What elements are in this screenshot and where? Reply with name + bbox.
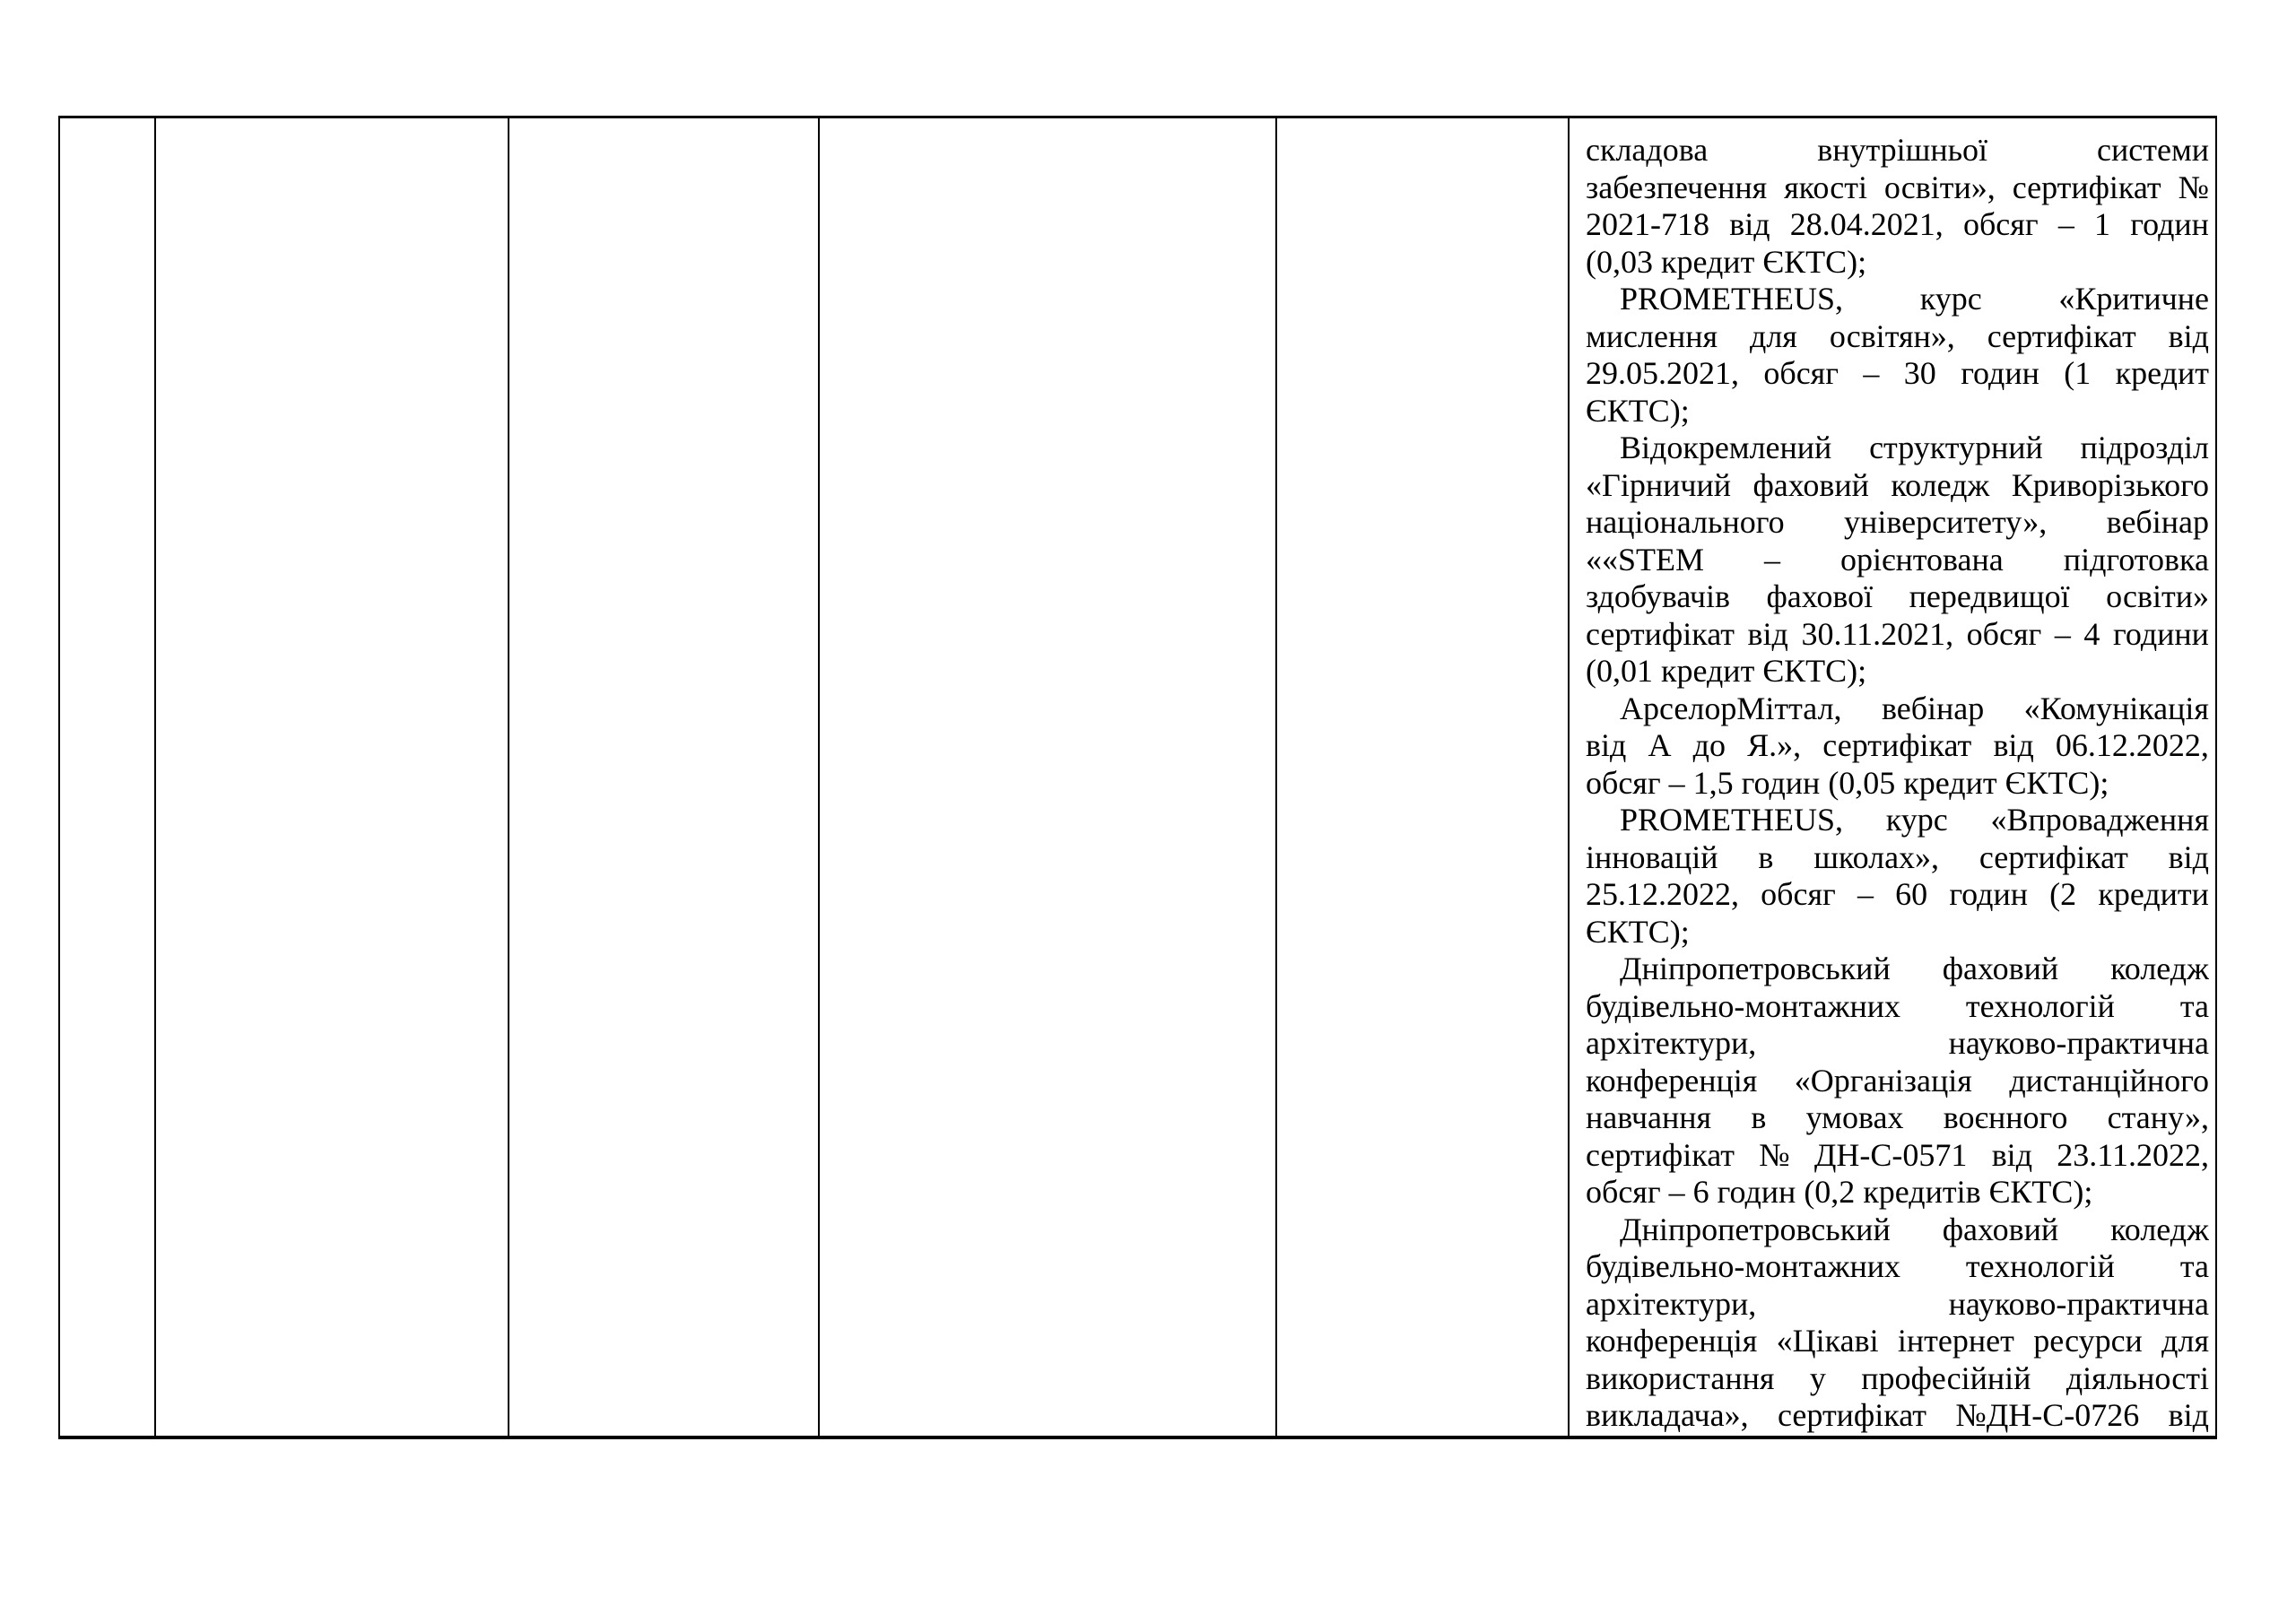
word: структурний (1869, 430, 2043, 465)
word: від (1586, 727, 1627, 763)
table-cell-5 (1276, 117, 1569, 1438)
text-line (1586, 1025, 2209, 1063)
word: годин (1717, 1174, 1796, 1210)
word: Криворізького (2011, 466, 2209, 503)
word: – (2057, 206, 2074, 242)
word: – (2054, 615, 2071, 652)
text-line (1586, 1248, 2209, 1286)
word: підготовка (2063, 541, 2209, 578)
word: та (2179, 987, 2209, 1024)
word: освітян», (1829, 317, 1955, 354)
word: освіти», (1883, 169, 1996, 205)
text-line (1586, 765, 2209, 803)
word: Відокремлений (1620, 430, 1832, 465)
word: сертифікат (1778, 1397, 1926, 1433)
text-line (1586, 914, 2209, 951)
word: конференція (1586, 1323, 1758, 1359)
word: коледж (2110, 1211, 2209, 1247)
word: (0,05 (1828, 764, 1896, 801)
word: вебінар (1881, 690, 1985, 726)
word: навчання (1586, 1099, 1712, 1135)
word: сертифікат (1586, 615, 1735, 652)
word: курс (1885, 802, 1948, 838)
word: Я.», (1747, 727, 1802, 763)
word: конференція (1586, 1062, 1758, 1099)
word: «Критичне (2058, 281, 2209, 317)
word: № (2178, 169, 2209, 205)
table-cell-2 (155, 117, 509, 1438)
text-line (1586, 393, 2209, 430)
word: «Цікаві (1776, 1323, 1879, 1359)
word: науково-практична (1948, 1285, 2209, 1322)
word: обсяг (1966, 615, 2042, 652)
text-line (1586, 1360, 2209, 1398)
word: годин (1949, 876, 2028, 912)
word: в (1751, 1099, 1767, 1135)
text-line (1586, 355, 2209, 393)
word: PROMETHEUS, (1620, 281, 1844, 317)
word: школах», (1813, 838, 1940, 875)
text-line (1586, 690, 2209, 728)
text-line (1586, 802, 2209, 839)
word: мислення (1586, 317, 1718, 354)
text-line (1586, 876, 2209, 914)
word: для (1750, 317, 1797, 354)
word: годин (1741, 764, 1821, 801)
text-line (1586, 727, 2209, 765)
certifications-text (1586, 132, 2209, 1435)
word: фаховий (1942, 951, 2059, 986)
word: складова (1586, 132, 1709, 168)
certifications-table (58, 116, 2217, 1439)
word: стану», (2107, 1099, 2209, 1135)
word: архітектури, (1586, 1285, 1757, 1322)
text-line (1586, 1397, 2209, 1435)
text-line (1586, 616, 2209, 654)
word: № (1759, 1136, 1790, 1173)
text-line (1586, 578, 2209, 616)
word: від (2168, 317, 2209, 354)
word: інтернет (1897, 1323, 2014, 1359)
word: діяльності (2066, 1359, 2209, 1396)
word: обсяг (1962, 206, 2039, 242)
word: коледж (1891, 466, 1990, 503)
word: дистанційного (2009, 1062, 2209, 1099)
word: ЄКТС); (2005, 764, 2109, 801)
word: кредит (2115, 355, 2209, 391)
word: обсяг (1763, 355, 1839, 391)
word: «Впровадження (1990, 802, 2209, 838)
word: воєнного (1943, 1099, 2068, 1135)
word: 30 (1903, 355, 1936, 391)
word: 28.04.2021, (1789, 206, 1944, 242)
word: підрозділ (2080, 430, 2209, 465)
text-line (1586, 281, 2209, 318)
text-line (1586, 951, 2209, 988)
word: «Організація (1794, 1062, 1972, 1099)
word: сертифікат (2012, 169, 2161, 205)
word: обсяг (1586, 764, 1661, 801)
text-line (1586, 132, 2209, 169)
word: (0,03 (1586, 243, 1653, 280)
word: якості (1784, 169, 1867, 205)
word: ресурси (2033, 1323, 2143, 1359)
word: забезпечення (1586, 169, 1768, 205)
table-cell-3 (509, 117, 819, 1438)
text-line (1586, 1286, 2209, 1324)
text-line (1586, 1211, 2209, 1249)
word: ЄКТС); (1586, 392, 1690, 429)
word: від (1991, 1136, 2033, 1173)
word: 60 (1895, 876, 1928, 912)
word: 4 (2083, 615, 2100, 652)
text-line (1586, 1063, 2209, 1100)
word: технологій (1965, 1248, 2115, 1284)
word: національного (1586, 504, 1785, 540)
word: ««STEM (1586, 541, 1705, 578)
text-line (1586, 169, 2209, 207)
word: ЄКТС); (1988, 1174, 2093, 1210)
word: 25.12.2022, (1586, 876, 1739, 912)
word: АрселорМіттал, (1620, 690, 1842, 726)
word: у (1809, 1359, 1826, 1396)
word: кредити (2098, 876, 2209, 912)
word: PROMETHEUS, (1620, 802, 1844, 838)
word: 2021-718 (1586, 206, 1709, 242)
text-line (1586, 1099, 2209, 1137)
word: та (2179, 1248, 2209, 1284)
word: – (1764, 541, 1781, 578)
text-line (1586, 244, 2209, 282)
word: Дніпропетровський (1620, 951, 1891, 986)
word: в (1758, 838, 1774, 875)
word: кредит (1903, 764, 1997, 801)
word: системи (2097, 132, 2209, 168)
word: використання (1586, 1359, 1775, 1396)
word: 1,5 (1692, 764, 1734, 801)
word: годин (2130, 206, 2209, 242)
word: 30.11.2021, (1801, 615, 1954, 652)
word: (0,2 (1804, 1174, 1856, 1210)
word: курс (1919, 281, 1982, 317)
word: кредитів (1863, 1174, 1981, 1210)
word: сертифікат (1979, 838, 2128, 875)
word: №ДН-С-0726 (1955, 1397, 2140, 1433)
word: інновацій (1586, 838, 1718, 875)
word: А (1648, 727, 1672, 763)
word: будівельно-монтажних (1586, 1248, 1900, 1284)
word: годин (1961, 355, 2039, 391)
word: орієнтована (1840, 541, 2004, 578)
word: вебінар (2106, 504, 2209, 540)
word: фаховий (1942, 1211, 2059, 1247)
text-line (1586, 839, 2209, 877)
word: (1 (2064, 355, 2092, 391)
word: здобувачів (1586, 578, 1730, 614)
text-line (1586, 318, 2209, 356)
word: для (2161, 1323, 2209, 1359)
word: сертифікат (1822, 727, 1972, 763)
word: кредит (1661, 653, 1755, 689)
word: до (1692, 727, 1726, 763)
text-line (1586, 1323, 2209, 1360)
text-line (1586, 988, 2209, 1026)
word: ЄКТС); (1762, 243, 1867, 280)
table-cell-4 (819, 117, 1276, 1438)
text-line (1586, 467, 2209, 505)
table-cell-1 (59, 117, 155, 1438)
word: години (2112, 615, 2209, 652)
word: – (1668, 1174, 1685, 1210)
word: 6 (1692, 1174, 1709, 1210)
word: (2 (2049, 876, 2077, 912)
text-line (1586, 1174, 2209, 1211)
word: умовах (1805, 1099, 1904, 1135)
word: – (1857, 876, 1874, 912)
word: «Гірничий (1586, 466, 1731, 503)
word: університету», (1844, 504, 2048, 540)
word: від (2168, 1397, 2209, 1433)
word: Дніпропетровський (1620, 1211, 1891, 1247)
word: – (1863, 355, 1880, 391)
word: 1 (2094, 206, 2111, 242)
text-line (1586, 1137, 2209, 1175)
word: архітектури, (1586, 1025, 1757, 1061)
word: від (1729, 206, 1770, 242)
word: викладача», (1586, 1397, 1749, 1433)
word: сертифікат (1987, 317, 2136, 354)
word: науково-практична (1948, 1025, 2209, 1061)
word: будівельно-монтажних (1586, 987, 1900, 1024)
text-line (1586, 206, 2209, 244)
word: фаховий (1752, 466, 1869, 503)
word: професійній (1861, 1359, 2031, 1396)
text-line (1586, 653, 2209, 690)
word: освіти» (2106, 578, 2209, 614)
word: сертифікат (1586, 1136, 1735, 1173)
word: «Комунікація (2023, 690, 2209, 726)
word: 23.11.2022, (2057, 1136, 2209, 1173)
word: ЄКТС); (1762, 653, 1867, 689)
word: від (2168, 838, 2209, 875)
word: ДН-С-0571 (1813, 1136, 1968, 1173)
text-line (1586, 430, 2209, 467)
word: технологій (1965, 987, 2115, 1024)
word: 06.12.2022, (2055, 727, 2209, 763)
table-row (59, 117, 2216, 1438)
text-line (1586, 504, 2209, 542)
word: передвищої (1909, 578, 2070, 614)
word: від (1747, 615, 1788, 652)
text-line (1586, 542, 2209, 579)
word: обсяг (1586, 1174, 1661, 1210)
word: кредит (1661, 243, 1755, 280)
word: обсяг (1761, 876, 1836, 912)
word: від (1993, 727, 2034, 763)
word: ЄКТС); (1586, 913, 1690, 950)
word: коледж (2110, 951, 2209, 986)
word: (0,01 (1586, 653, 1653, 689)
word: фахової (1766, 578, 1874, 614)
word: 29.05.2021, (1586, 355, 1739, 391)
word: – (1668, 764, 1685, 801)
word: внутрішньої (1817, 132, 1988, 168)
table-cell-certifications (1569, 117, 2216, 1438)
